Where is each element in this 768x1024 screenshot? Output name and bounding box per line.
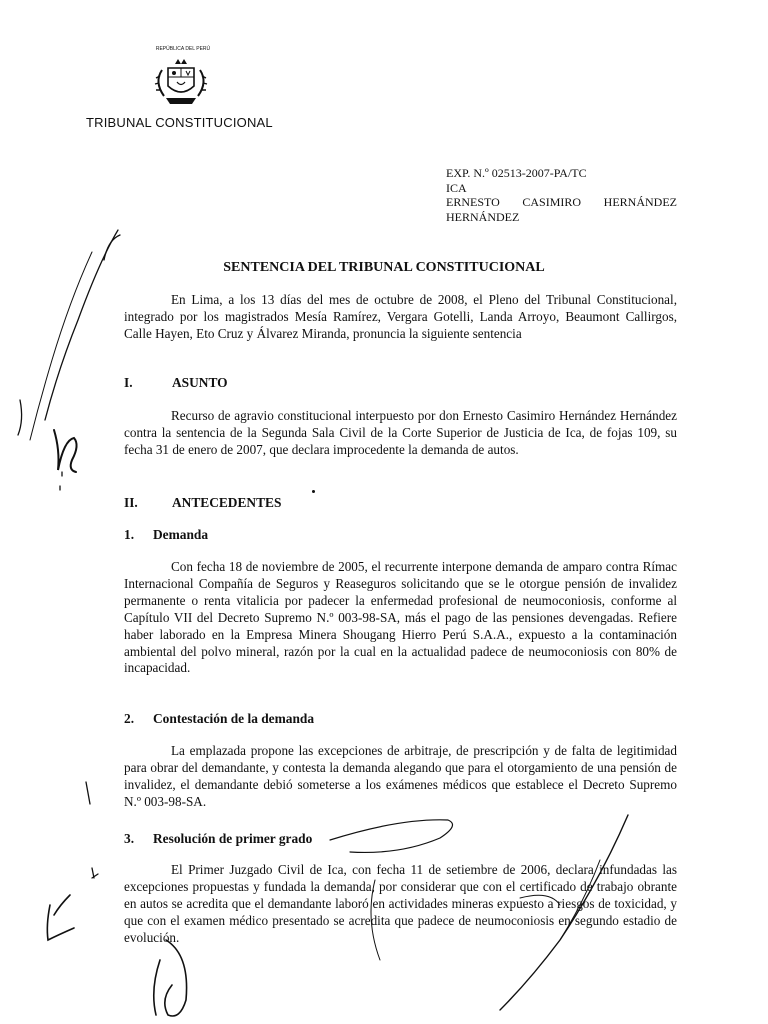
section-title: ASUNTO	[172, 375, 228, 390]
document-title: SENTENCIA DEL TRIBUNAL CONSTITUCIONAL	[223, 260, 545, 275]
case-party-line2: HERNÁNDEZ	[446, 209, 520, 224]
institution-header: TRIBUNAL CONSTITUCIONAL	[86, 115, 273, 130]
party-word: ERNESTO	[446, 195, 500, 210]
subheading-contestacion	[124, 711, 314, 727]
emblem-caption: REPÚBLICA DEL PERÚ	[155, 46, 211, 52]
case-party-line1	[446, 195, 677, 210]
party-word: HERNÁNDEZ	[603, 195, 677, 210]
case-place: ICA	[446, 180, 467, 195]
contestacion-paragraph: La emplazada propone las excepciones de arbitraje, de prescripción y de falta de legitimidad para obrar del demandante, y contesta la demanda alegando que para el otorgamiento de una pensión de invalidez, el demandante debió someterse a los exámenes médicos que establece el Decreto Supremo N.º 003-98-SA.	[124, 743, 677, 809]
party-word: CASIMIRO	[522, 195, 582, 210]
subsection-title: Demanda	[153, 527, 209, 542]
subsection-title: Contestación de la demanda	[153, 711, 315, 726]
asunto-paragraph: Recurso de agravio constitucional interpuesto por don Ernesto Casimiro Hernández Hernández contra la sentencia de la Segunda Sala Civil de la Corte Superior de Justicia de Ica, de fojas 109, su fecha 31 de enero de 2007, que declara improcedente la demanda de autos.	[124, 408, 677, 457]
section-number: II.	[124, 495, 138, 510]
demanda-paragraph: Con fecha 18 de noviembre de 2005, el recurrente interpone demanda de amparo contra Rímac Internacional Compañía de Seguros y Reaseguros solicitando que se le otorgue pensión de invalidez permanente o renta vitalicia por padecer la enfermedad profesional de neumoconiosis, conforme al Capítulo VII del Decreto Supremo N.º 003-98-SA, más el pago de las pensiones devengadas. Refiere haber laborado en la Empresa Minera Shougang Hierro Perú S.A.A., expuesto a la contaminación ambiental del polvo mineral, razón por la cual en la actualidad padece de neumoconiosis con 80% de incapacidad.	[124, 559, 677, 676]
subheading-primer-grado	[124, 831, 312, 847]
primer-grado-paragraph: El Primer Juzgado Civil de Ica, con fecha 11 de setiembre de 2006, declara infundadas las excepciones propuestas y fundada la demanda, por considerar que con el certificado de trabajo obrante en autos se acredita que el demandante laboró en actividades mineras expuesto a riesgos de toxicidad, y que con el examen médico presentado se acredita que padece de neumoconiosis en segundo estadio de evolución.	[124, 862, 677, 945]
subsection-number: 2.	[124, 711, 135, 726]
section-number: I.	[124, 375, 133, 390]
subsection-title: Resolución de primer grado	[153, 831, 313, 846]
ink-dot	[312, 490, 315, 493]
section-heading-antecedentes	[124, 495, 281, 511]
subsection-number: 3.	[124, 831, 135, 846]
case-reference	[446, 166, 677, 224]
case-number: EXP. N.º 02513-2007-PA/TC	[446, 166, 587, 180]
section-title: ANTECEDENTES	[172, 495, 282, 510]
subheading-demanda	[124, 527, 208, 543]
section-heading-asunto	[124, 375, 228, 391]
intro-paragraph: En Lima, a los 13 días del mes de octubre de 2008, el Pleno del Tribunal Constitucional, integrado por los magistrados Mesía Ramírez, Vergara Gotelli, Landa Arroyo, Beaumont Callirgos, Calle Hayen, Eto Cruz y Álvarez Miranda, pronuncia la siguiente sentencia	[124, 292, 677, 341]
peru-coat-of-arms-icon	[148, 46, 214, 108]
subsection-number: 1.	[124, 527, 135, 542]
